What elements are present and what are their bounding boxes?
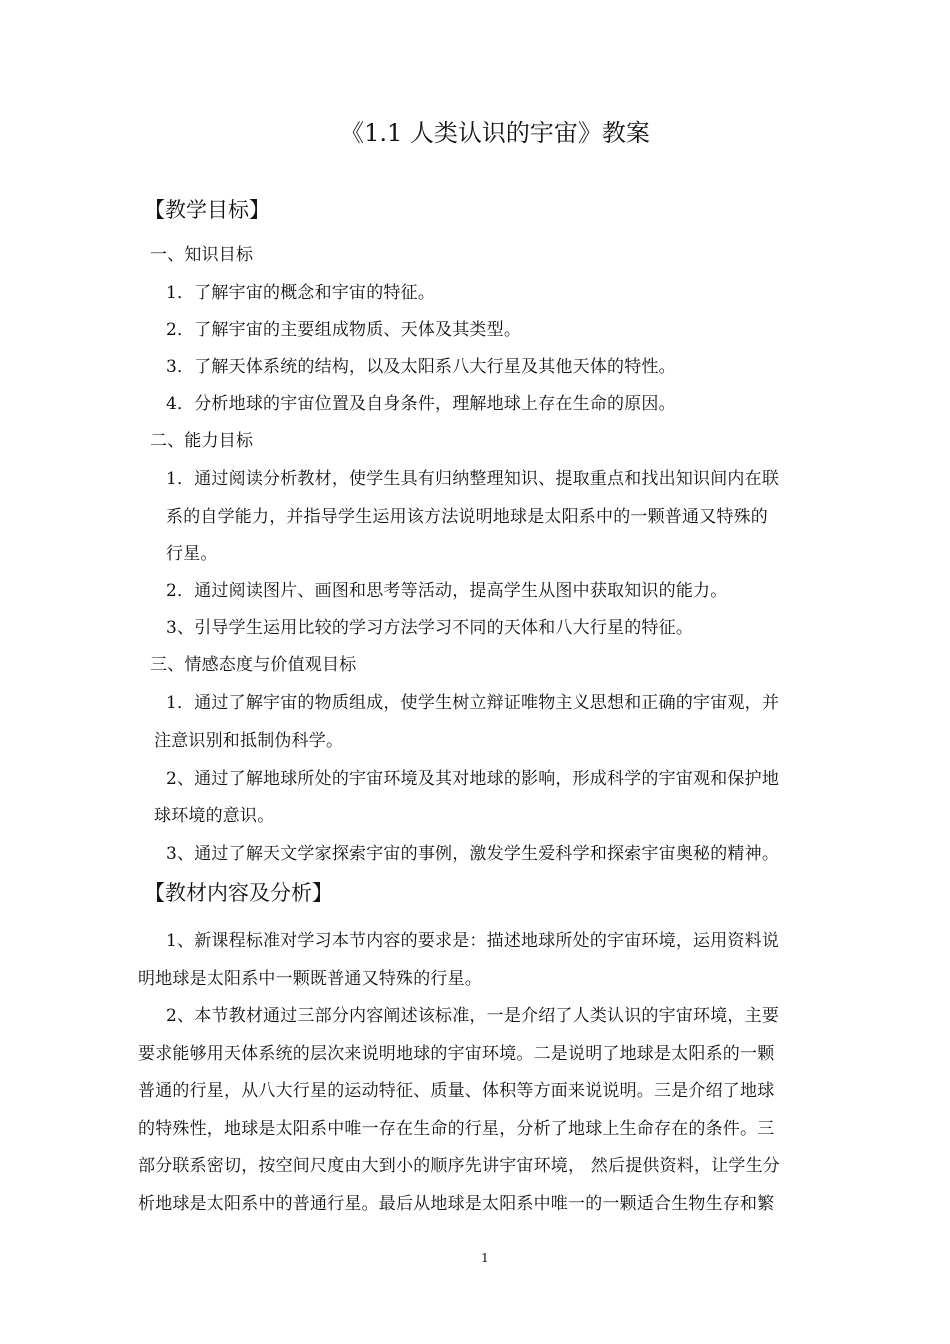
paragraph-line: 明地球是太阳系中一颗既普通又特殊的行星。 [138,969,482,989]
paragraph-line: 一、知识目标 [150,245,254,265]
paragraph-line: 系的自学能力，并指导学生运用该方法说明地球是太阳系中的一颗普通又特殊的 [166,507,768,527]
paragraph-line: 二、能力目标 [150,431,254,451]
paragraph-line: 2．了解宇宙的主要组成物质、天体及其类型。 [166,320,522,340]
paragraph-line: 3、引导学生运用比较的学习方法学习不同的天体和八大行星的特征。 [166,618,694,638]
paragraph-line: 1．通过阅读分析教材，使学生具有归纳整理知识、提取重点和找出知识间内在联 [166,469,780,489]
paragraph-line: 2、本节教材通过三部分内容阐述该标准，一是介绍了人类认识的宇宙环境，主要 [166,1006,780,1026]
paragraph-line: 三、情感态度与价值观目标 [150,655,357,675]
paragraph-line: 4．分析地球的宇宙位置及自身条件，理解地球上存在生命的原因。 [166,394,676,414]
paragraph-line: 行星。 [166,544,218,564]
paragraph-line: 2．通过阅读图片、画图和思考等活动，提高学生从图中获取知识的能力。 [166,581,728,601]
paragraph-line: 部分联系密切，按空间尺度由大到小的顺序先讲宇宙环境， 然后提供资料，让学生分 [138,1156,781,1176]
section-heading-teaching-objectives: 【教学目标】 [144,198,270,222]
paragraph-line: 3．了解天体系统的结构，以及太阳系八大行星及其他天体的特性。 [166,357,676,377]
paragraph-line: 要求能够用天体系统的层次来说明地球的宇宙环境。二是说明了地球是太阳系的一颗 [138,1044,775,1064]
paragraph-line: 3、通过了解天文学家探索宇宙的事例，激发学生爱科学和探索宇宙奥秘的精神。 [166,844,780,864]
paragraph-line: 析地球是太阳系中的普通行星。最后从地球是太阳系中唯一的一颗适合生物生存和繁 [138,1194,775,1214]
paragraph-line: 球环境的意识。 [154,806,275,826]
paragraph-line: 的特殊性，地球是太阳系中唯一存在生命的行星，分析了地球上生命存在的条件。三 [138,1119,775,1139]
page-number: 1 [481,1251,489,1265]
paragraph-line: 1．了解宇宙的概念和宇宙的特征。 [166,283,436,303]
paragraph-line: 1、新课程标准对学习本节内容的要求是：描述地球所处的宇宙环境，运用资料说 [166,931,780,951]
paragraph-line: 普通的行星，从八大行星的运动特征、质量、体积等方面来说说明。三是介绍了地球 [138,1081,775,1101]
document-title: 《1.1 人类认识的宇宙》教案 [340,119,650,147]
paragraph-line: 1．通过了解宇宙的物质组成，使学生树立辩证唯物主义思想和正确的宇宙观，并 [166,693,780,713]
section-heading-content-analysis: 【教材内容及分析】 [144,881,333,905]
paragraph-line: 注意识别和抵制伪科学。 [154,731,344,751]
paragraph-line: 2、通过了解地球所处的宇宙环境及其对地球的影响，形成科学的宇宙观和保护地 [166,769,780,789]
